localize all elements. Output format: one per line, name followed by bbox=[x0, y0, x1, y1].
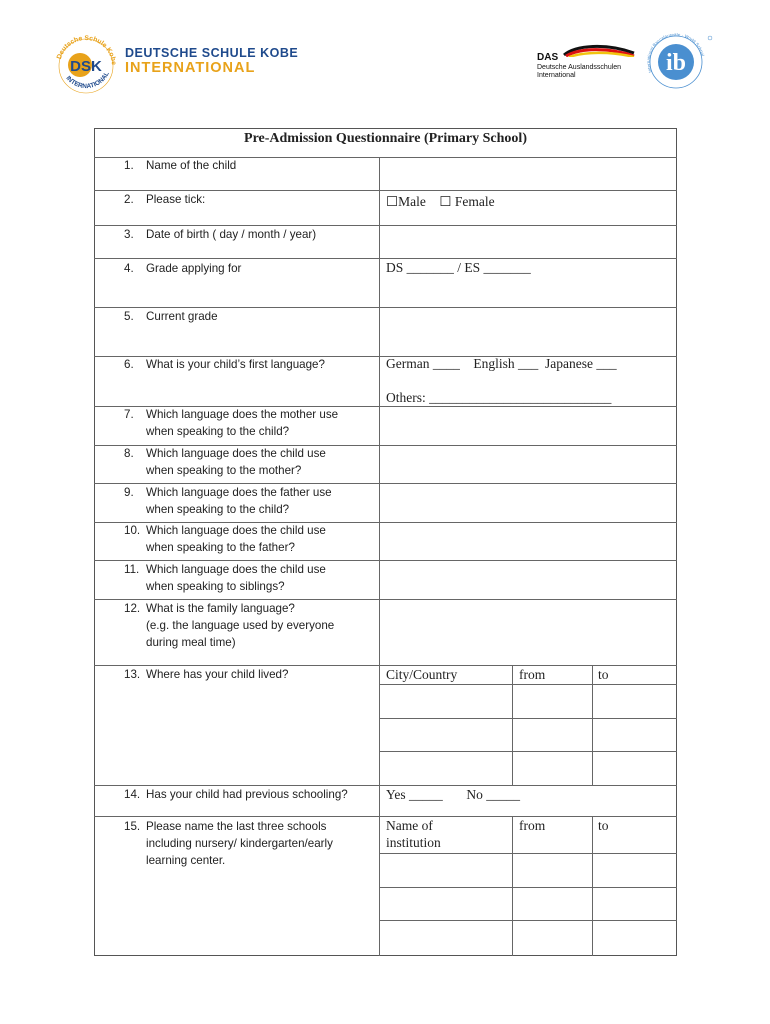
question-10 bbox=[124, 523, 326, 556]
question-number: 12. bbox=[124, 602, 141, 615]
checkbox-male[interactable]: ☐ bbox=[386, 194, 399, 209]
question-number: 15. bbox=[124, 820, 141, 833]
question-text: when speaking to the child? bbox=[146, 424, 290, 438]
question-text: Which language does the father use bbox=[146, 486, 332, 499]
schools-header-name: Name of bbox=[386, 818, 433, 833]
question-1 bbox=[124, 158, 236, 175]
question-number: 3. bbox=[124, 228, 134, 241]
question-text: Current grade bbox=[146, 310, 218, 323]
question-number: 11. bbox=[124, 563, 140, 576]
question-8 bbox=[124, 446, 326, 479]
question-3 bbox=[124, 227, 316, 244]
svg-text:ib: ib bbox=[665, 50, 687, 76]
lived-header-city: City/Country bbox=[386, 667, 458, 682]
svg-text:INTERNATIONAL: INTERNATIONAL bbox=[64, 70, 111, 91]
das-subtitle: Deutsche Auslandsschulen bbox=[537, 64, 622, 71]
question-12 bbox=[124, 600, 334, 651]
question-number: 5. bbox=[124, 310, 134, 323]
question-text: during meal time) bbox=[146, 636, 236, 649]
question-number: 13. bbox=[124, 668, 141, 681]
question-text: Which language does the child use bbox=[146, 563, 326, 576]
question-number: 7. bbox=[124, 408, 134, 421]
question-text: What is the family language? bbox=[146, 602, 295, 615]
schools-header-to: to bbox=[598, 818, 609, 833]
question-text: (e.g. the language used by everyone bbox=[146, 619, 335, 632]
school-name: DEUTSCHE SCHULE KOBE bbox=[125, 46, 299, 60]
question-number: 9. bbox=[124, 486, 134, 499]
svg-text:International Baccalaureate ·: International Baccalaureate · World School bbox=[646, 32, 706, 74]
label-female: Female bbox=[454, 194, 495, 209]
gender-options[interactable] bbox=[386, 194, 495, 210]
question-text: when speaking to the child? bbox=[146, 502, 290, 516]
question-text: when speaking to siblings? bbox=[146, 579, 285, 593]
question-6 bbox=[124, 357, 325, 374]
first-language-options[interactable]: German ____ English ___ Japanese ___ bbox=[386, 356, 617, 371]
question-text: Which language does the child use bbox=[146, 524, 326, 537]
question-14 bbox=[124, 787, 348, 804]
checkbox-female[interactable]: ☐ bbox=[439, 194, 452, 209]
question-5 bbox=[124, 309, 218, 326]
question-text: What is your child’s first language? bbox=[146, 358, 325, 371]
question-text: when speaking to the father? bbox=[146, 540, 295, 554]
question-text: Name of the child bbox=[146, 159, 237, 172]
question-number: 8. bbox=[124, 447, 134, 460]
lived-header-to: to bbox=[598, 667, 609, 682]
question-text: Which language does the mother use bbox=[146, 408, 339, 421]
schools-header-from: from bbox=[519, 818, 546, 833]
ib-logo bbox=[640, 30, 716, 90]
label-male: Male bbox=[398, 194, 426, 209]
question-7 bbox=[124, 407, 338, 440]
question-15 bbox=[124, 818, 333, 869]
question-number: 1. bbox=[124, 159, 134, 172]
lived-header-from: from bbox=[519, 667, 546, 682]
question-text: Please name the last three schools bbox=[146, 820, 327, 833]
question-2 bbox=[124, 192, 205, 209]
svg-text:DSK: DSK bbox=[70, 58, 102, 75]
question-9 bbox=[124, 485, 332, 518]
question-number: 4. bbox=[124, 262, 134, 275]
question-text: Date of birth ( day / month / year) bbox=[146, 228, 317, 241]
schools-header-institution: institution bbox=[386, 835, 441, 850]
question-number: 14. bbox=[124, 788, 141, 801]
question-13 bbox=[124, 667, 288, 684]
question-text: Grade applying for bbox=[146, 262, 242, 275]
question-number: 2. bbox=[124, 193, 134, 206]
das-subtitle-international: International bbox=[537, 72, 576, 79]
question-text: Has your child had previous schooling? bbox=[146, 788, 348, 801]
form-title: Pre-Admission Questionnaire (Primary School) bbox=[244, 131, 527, 146]
previous-schooling-options[interactable]: Yes _____ No _____ bbox=[386, 787, 521, 802]
svg-text:Deutsche Schule Kobe: Deutsche Schule Kobe bbox=[55, 34, 118, 66]
question-text: Please tick: bbox=[146, 193, 206, 206]
question-text: Where has your child lived? bbox=[146, 668, 289, 681]
first-language-others[interactable]: Others: ___________________________ bbox=[386, 390, 612, 405]
question-11 bbox=[124, 562, 326, 595]
question-4 bbox=[124, 261, 241, 278]
question-number: 6. bbox=[124, 358, 134, 371]
school-name-international: INTERNATIONAL bbox=[125, 60, 256, 76]
question-text: when speaking to the mother? bbox=[146, 463, 302, 477]
question-number: 10. bbox=[124, 524, 141, 537]
grade-applying-field[interactable]: DS _______ / ES _______ bbox=[386, 260, 531, 275]
question-text: learning center. bbox=[146, 854, 226, 867]
dsk-logo bbox=[50, 34, 122, 94]
question-text: Which language does the child use bbox=[146, 447, 326, 460]
das-name: DAS bbox=[537, 52, 559, 63]
question-text: including nursery/ kindergarten/early bbox=[146, 837, 333, 850]
